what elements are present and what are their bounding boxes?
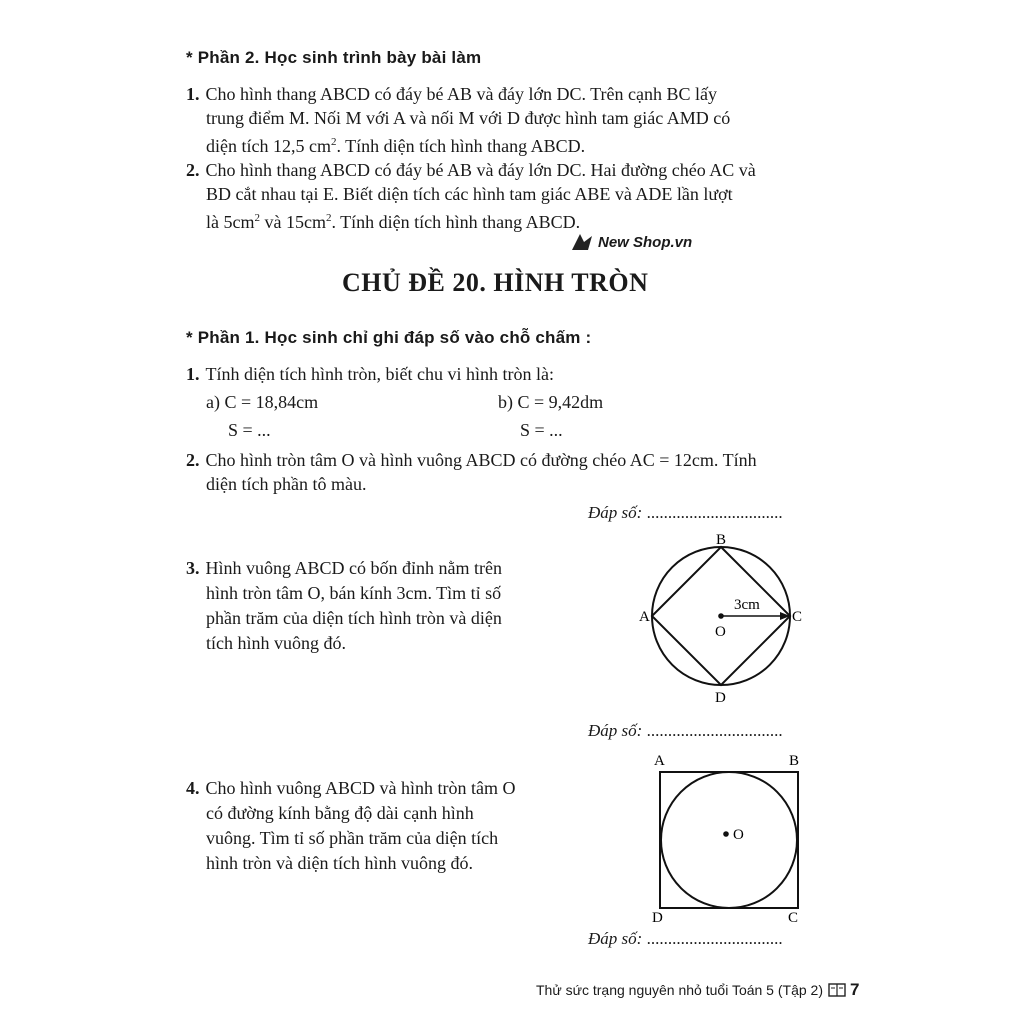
item-number: 4. bbox=[186, 778, 200, 798]
item-text-line: Cho hình vuông ABCD và hình tròn tâm O bbox=[205, 778, 516, 798]
label-B: B bbox=[716, 532, 727, 548]
q1-answer-b: S = ... bbox=[520, 420, 563, 440]
answer-dots: ................................ bbox=[646, 929, 783, 948]
figure-inscribed-square bbox=[630, 528, 820, 710]
item-text-line: Cho hình thang ABCD có đáy bé AB và đáy lớn DC. Trên cạnh BC lấy bbox=[205, 84, 717, 104]
answer-label: Đáp số: bbox=[588, 929, 643, 948]
book-title: Thử sức trạng nguyên nhỏ tuổi Toán 5 (Tập 2) bbox=[536, 982, 823, 998]
item-text-line: Cho hình thang ABCD có đáy bé AB và đáy lớn DC. Hai đường chéo AC và bbox=[205, 160, 756, 180]
chapter-title: CHỦ ĐỀ 20. HÌNH TRÒN bbox=[342, 268, 649, 297]
answer-line-q3 bbox=[588, 721, 783, 741]
answer-label: Đáp số: bbox=[588, 721, 643, 740]
item-text-line: Tính diện tích hình tròn, biết chu vi hình tròn là: bbox=[205, 364, 554, 384]
question-4 bbox=[186, 776, 576, 876]
label-A: A bbox=[639, 609, 650, 625]
question-2 bbox=[186, 448, 826, 496]
label-D: D bbox=[715, 690, 726, 706]
q1-option-b: b) C = 9,42dm bbox=[498, 392, 604, 412]
item-number: 1. bbox=[186, 84, 200, 104]
label-O: O bbox=[733, 827, 744, 843]
item-text-line: hình tròn tâm O, bán kính 3cm. Tìm tỉ số bbox=[206, 583, 502, 603]
item-text-line: tích hình vuông đó. bbox=[206, 633, 346, 653]
circle-shape bbox=[661, 772, 797, 908]
item-text-line: diện tích 12,5 $cm^2$. Tính diện tích hình thang ABCD. bbox=[206, 136, 586, 156]
newshop-logo-text: New Shop.vn bbox=[598, 233, 693, 251]
answer-dots: ................................ bbox=[646, 503, 783, 522]
part2-item-2 bbox=[186, 158, 826, 234]
item-text-line: phần trăm của diện tích hình tròn và diện bbox=[206, 608, 502, 628]
newshop-logo-icon bbox=[570, 232, 594, 252]
label-D: D bbox=[652, 910, 663, 926]
figure-inscribed-circle bbox=[645, 748, 815, 926]
item-text-line: diện tích phần tô màu. bbox=[206, 474, 367, 494]
item-number: 2. bbox=[186, 450, 200, 470]
answer-line-q2 bbox=[588, 503, 783, 523]
item-text-line: vuông. Tìm tỉ số phần trăm của diện tích bbox=[206, 828, 499, 848]
center-point bbox=[723, 831, 729, 837]
page-footer bbox=[536, 980, 859, 1000]
label-C: C bbox=[788, 910, 799, 926]
book-icon bbox=[828, 982, 846, 998]
item-text-line: có đường kính bằng độ dài cạnh hình bbox=[206, 803, 474, 823]
item-text-line: trung điểm M. Nối M với A và nối M với D được hình tam giác AMD có bbox=[206, 108, 731, 128]
label-B: B bbox=[789, 753, 800, 769]
item-number: 3. bbox=[186, 558, 200, 578]
question-3 bbox=[186, 556, 576, 656]
part1-heading: * Phần 1. Học sinh chỉ ghi đáp số vào chỗ chấm : bbox=[186, 328, 592, 347]
answer-label: Đáp số: bbox=[588, 503, 643, 522]
center-point bbox=[718, 613, 724, 619]
page-number: 7 bbox=[850, 980, 860, 999]
label-O: O bbox=[715, 624, 726, 640]
label-radius: 3cm bbox=[734, 597, 760, 613]
answer-line-q4 bbox=[588, 929, 783, 949]
part2-item-1 bbox=[186, 82, 826, 158]
q1-answer-a: S = ... bbox=[228, 420, 271, 440]
item-text-line: Cho hình tròn tâm O và hình vuông ABCD có đường chéo AC = 12cm. Tính bbox=[205, 450, 757, 470]
item-text-line: Hình vuông ABCD có bốn đỉnh nằm trên bbox=[205, 558, 502, 578]
item-number: 1. bbox=[186, 364, 200, 384]
question-1 bbox=[186, 362, 826, 386]
label-C: C bbox=[792, 609, 803, 625]
part2-heading: * Phần 2. Học sinh trình bày bài làm bbox=[186, 48, 482, 67]
label-A: A bbox=[654, 753, 665, 769]
item-text-line: BD cắt nhau tại E. Biết diện tích các hình tam giác ABE và ADE lần lượt bbox=[206, 184, 733, 204]
item-text-line: hình tròn và diện tích hình vuông đó. bbox=[206, 853, 473, 873]
q1-option-a: a) C = 18,84cm bbox=[206, 392, 319, 412]
newshop-logo bbox=[570, 232, 692, 252]
item-text-line: là $5cm^2$ và $15cm^2$. Tính diện tích hình thang ABCD. bbox=[206, 212, 581, 232]
item-number: 2. bbox=[186, 160, 200, 180]
answer-dots: ................................ bbox=[646, 721, 783, 740]
